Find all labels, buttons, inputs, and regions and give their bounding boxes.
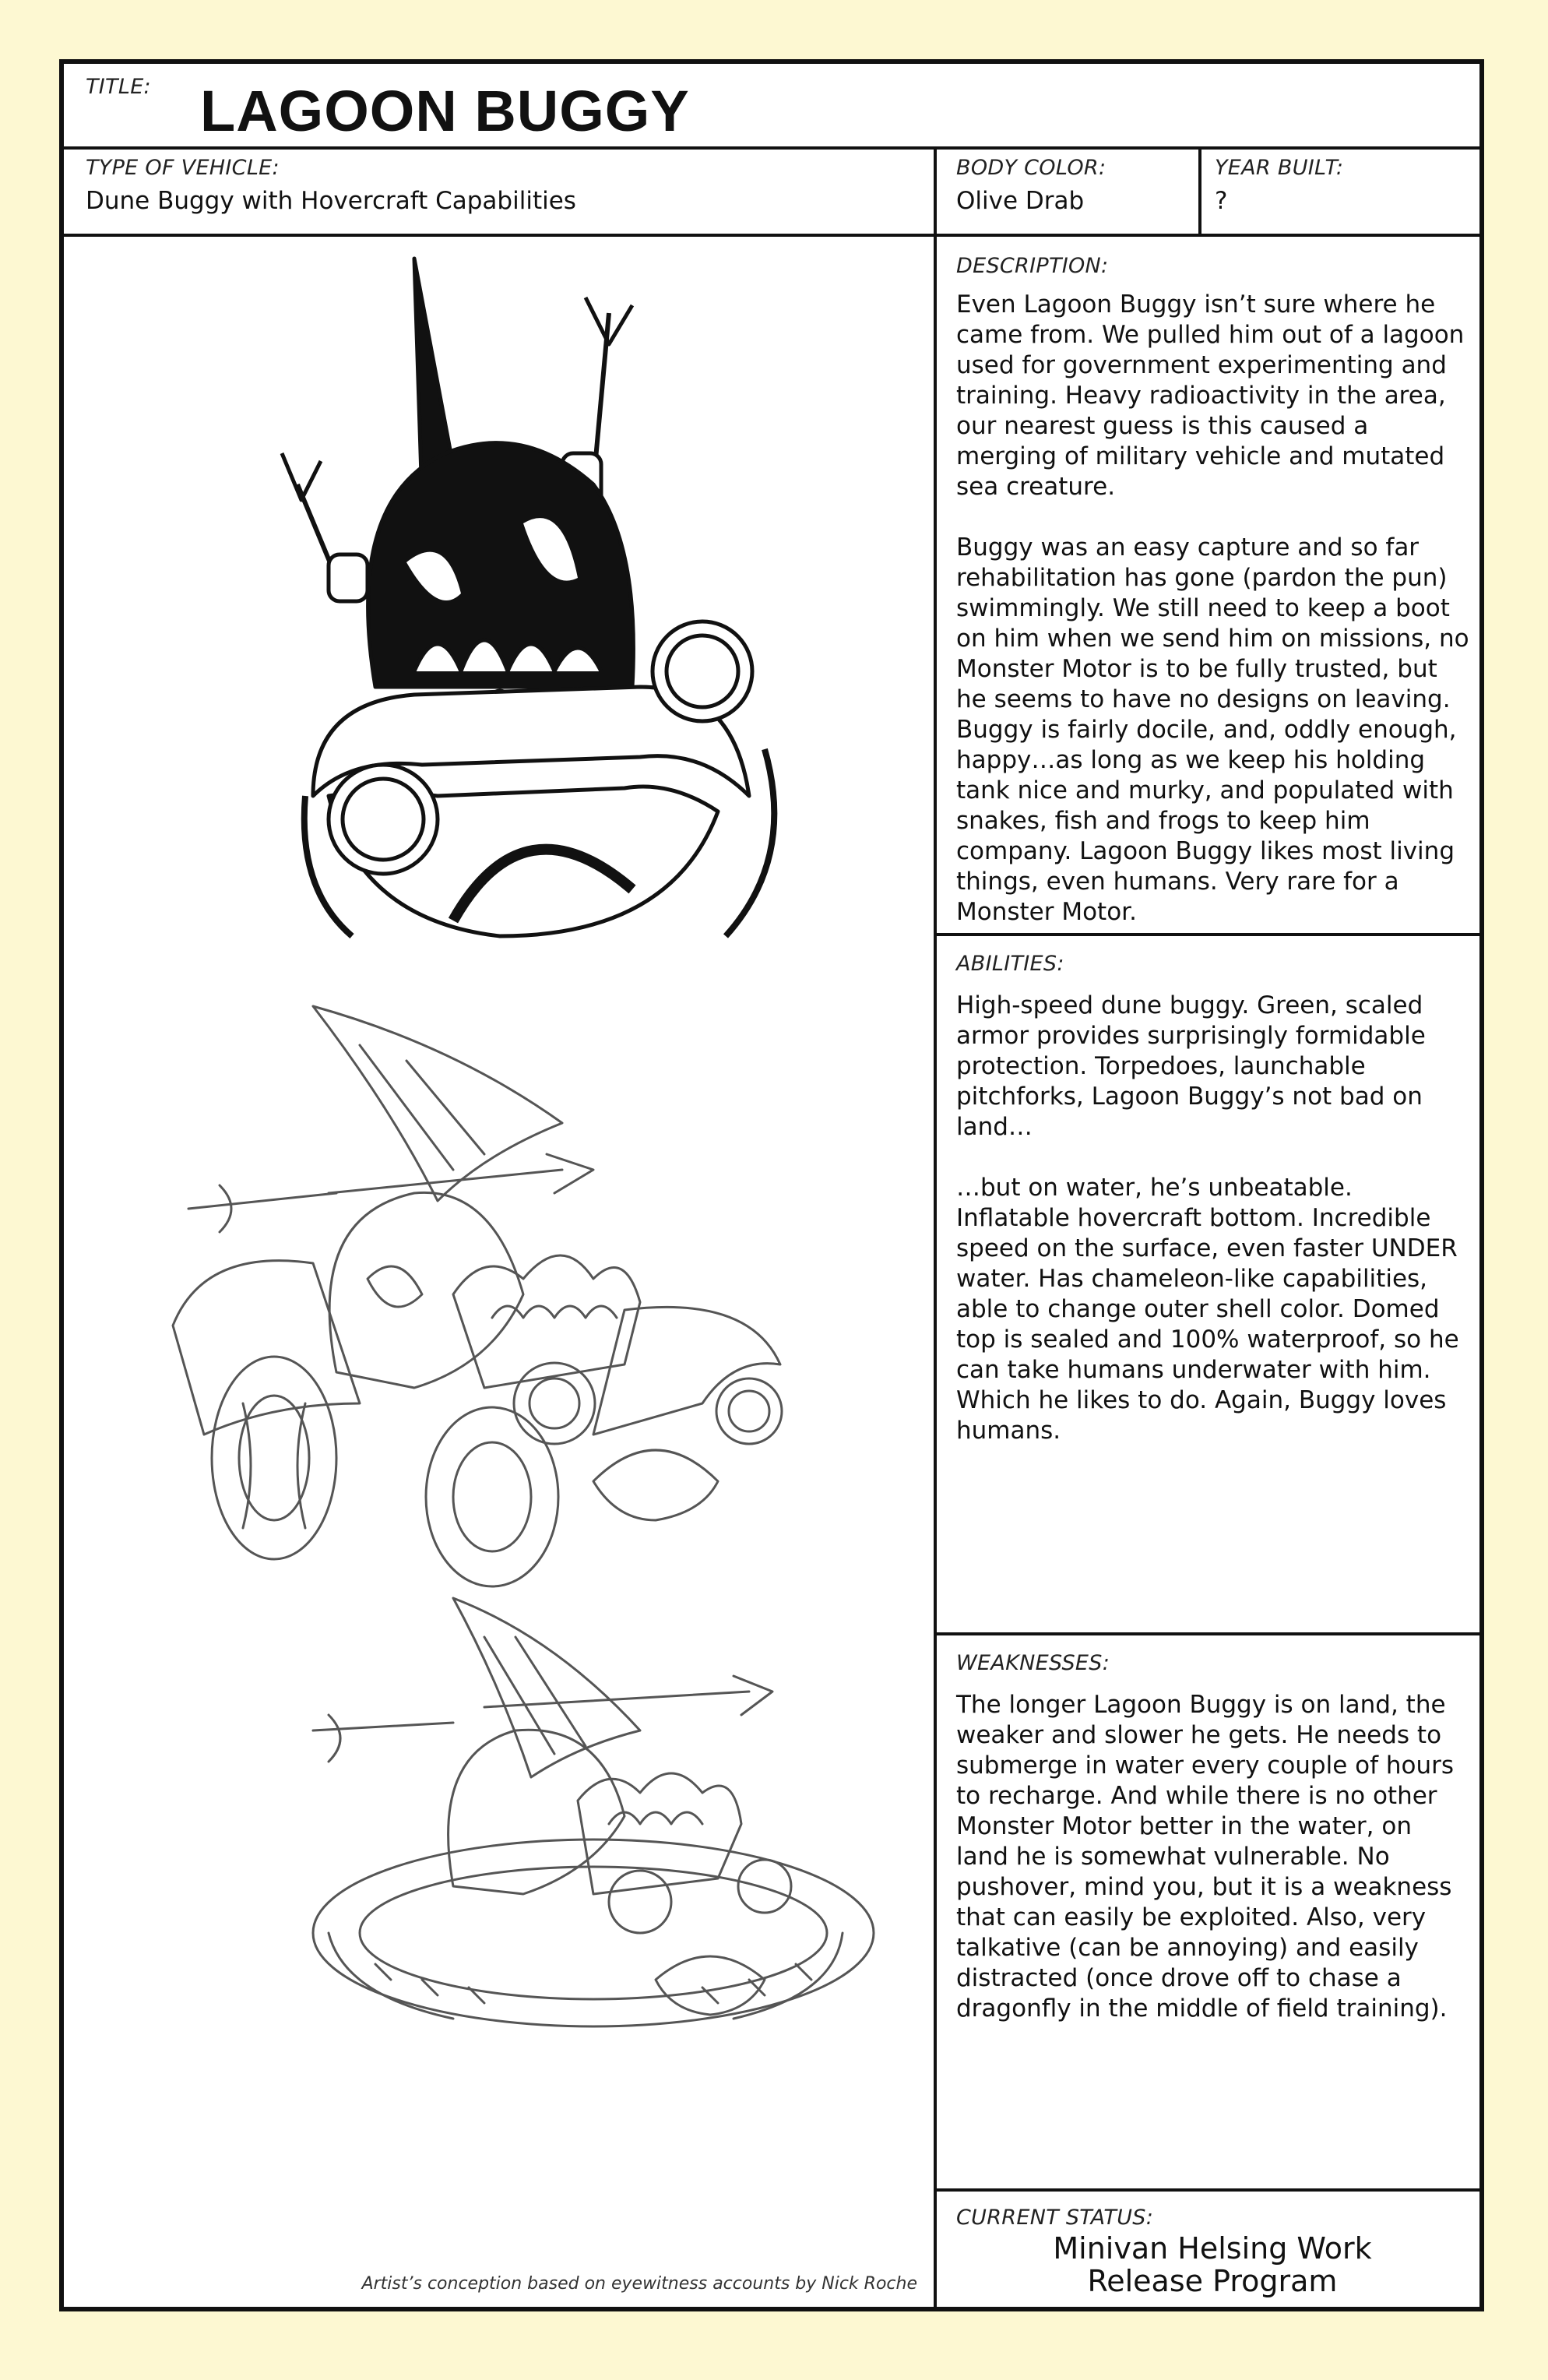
page-title: LAGOON BUGGY [200, 79, 690, 143]
body-color-value: Olive Drab [956, 187, 1085, 215]
divider-type [64, 234, 1479, 237]
abilities-paragraph-2: …but on water, he’s unbeatable. Inflatable hovercraft bottom. Incredible speed on the surface, even faster UNDER water. Has chameleon-like capabilities, able to change outer shell color. Domed top is sealed and 100% waterproof, so he can take humans underwater with him. Which he likes to do. Again, Buggy loves humans. [956, 1174, 1459, 1445]
year-built-value: ? [1215, 187, 1228, 215]
pencil-sketch-hover-illustration [297, 1590, 920, 2073]
abilities-text [956, 991, 1470, 1477]
current-status-value [936, 2232, 1489, 2297]
divider-color-year [1198, 146, 1201, 235]
weaknesses-text [956, 1690, 1470, 2054]
artist-caption: Artist’s conception based on eyewitness accounts by Nick Roche [361, 2274, 917, 2294]
profile-sheet [59, 59, 1484, 2311]
current-status-line-2: Release Program [1087, 2264, 1338, 2298]
current-status-line-1: Minivan Helsing Work [1053, 2231, 1372, 2266]
weaknesses-paragraph-1: The longer Lagoon Buggy is on land, the weaker and slower he gets. He needs to submerge in water every couple of hours to recharge. And while there is no other Monster Motor better in the water, on land he is somewhat vulnerable. No pushover, mind you, but it is a weakness that can easily be exploited. Also, very talkative (can be annoying) and easily distracted (once drove off to chase a dragonfly in the middle of field training). [956, 1691, 1455, 2023]
description-label: DESCRIPTION: [956, 254, 1109, 278]
divider-weaknesses [935, 2188, 1479, 2192]
body-color-label: BODY COLOR: [956, 156, 1106, 180]
description-paragraph-1: Even Lagoon Buggy isn’t sure where he came from. We pulled him out of a lagoon used for government experimenting and training. Heavy radioactivity in the area, our nearest guess is this caused a merging of military vehicle and mutated sea creature. [956, 290, 1465, 501]
abilities-label: ABILITIES: [956, 952, 1064, 976]
year-built-label: YEAR BUILT: [1215, 156, 1344, 180]
title-label: TITLE: [86, 75, 151, 99]
current-status-label: CURRENT STATUS: [956, 2206, 1154, 2230]
abilities-paragraph-1: High-speed dune buggy. Green, scaled armor provides surprisingly formidable protection. Torpedoes, launchable pitchforks, Lagoon Buggy’s not bad on land… [956, 991, 1426, 1141]
vehicle-type-value: Dune Buggy with Hovercraft Capabilities [86, 187, 576, 215]
weaknesses-label: WEAKNESSES: [956, 1651, 1110, 1675]
ink-front-view-illustration [266, 251, 827, 952]
vehicle-type-label: TYPE OF VEHICLE: [86, 156, 280, 180]
description-paragraph-2: Buggy was an easy capture and so far rehabilitation has gone (pardon the pun) swimmingly. We still need to keep a boot on him when we send him on missions, no Monster Motor is to be fully trusted, but he seems to have no designs on leaving. Buggy is fairly docile, and, oddly enough, happy…as long as we keep his holding tank nice and murky, and populated with snakes, fish and frogs to keep him company. Lagoon Buggy likes most living things, even humans. Very rare for a Monster Motor. [956, 533, 1469, 926]
pencil-sketch-three-quarter-illustration [157, 998, 858, 1590]
description-text [956, 290, 1470, 958]
divider-main-column [934, 146, 937, 2311]
divider-title [64, 146, 1479, 150]
divider-abilities [935, 1632, 1479, 1635]
